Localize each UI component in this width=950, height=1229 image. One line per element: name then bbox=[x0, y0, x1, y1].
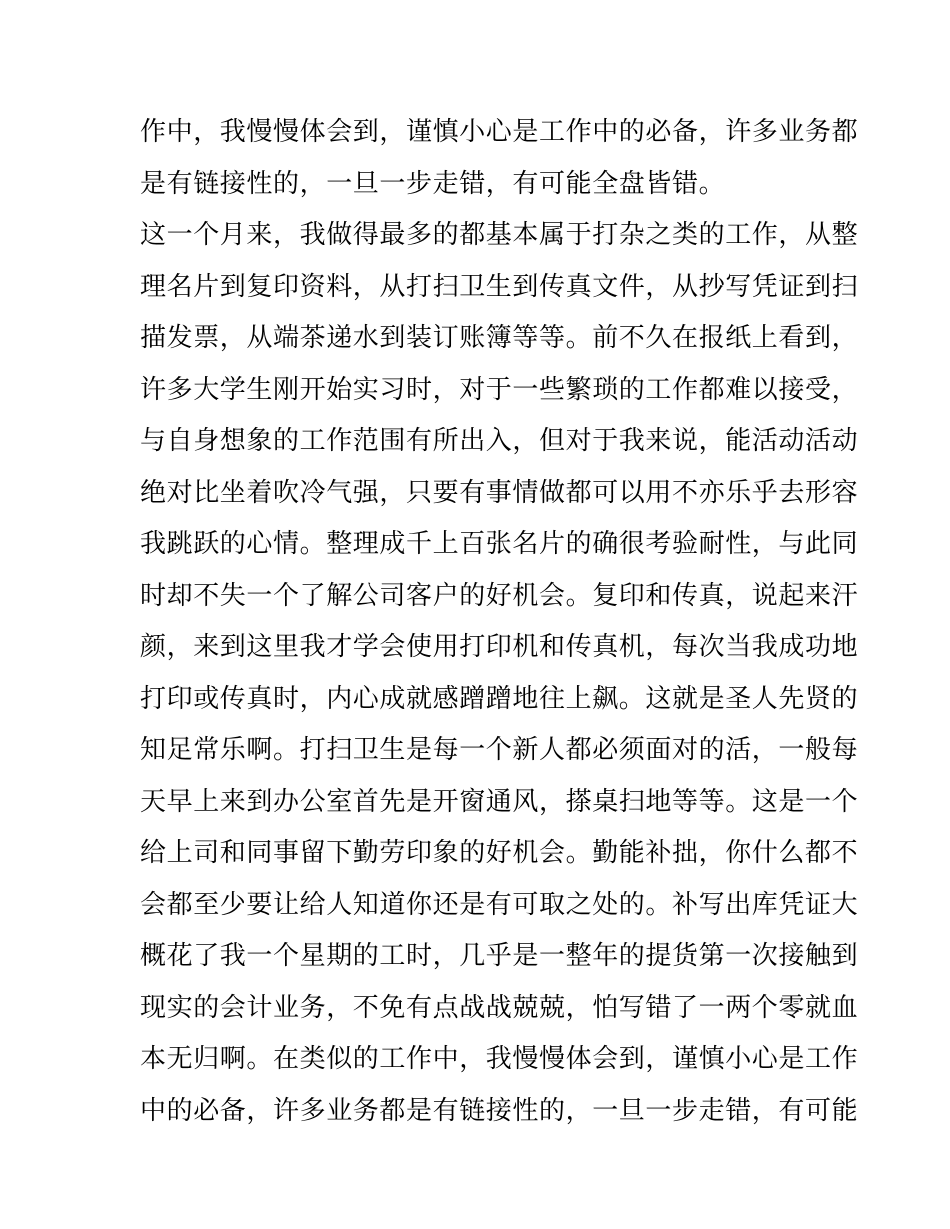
text-line: 绝对比坐着吹冷气强，只要有事情做都可以用不亦乐乎去形容 bbox=[140, 477, 859, 508]
text-line: 是有链接性的，一旦一步走错，有可能全盘皆错。 bbox=[140, 168, 726, 199]
body-text bbox=[140, 107, 859, 1137]
text-line: 理名片到复印资料，从打扫卫生到传真文件，从抄写凭证到扫 bbox=[140, 271, 859, 302]
text-line: 与自身想象的工作范围有所出入，但对于我来说，能活动活动 bbox=[140, 426, 859, 456]
text-line: 颜，来到这里我才学会使用打印机和传真机，每次当我成功地 bbox=[140, 632, 859, 662]
text-line: 会都至少要让给人知道你还是有可取之处的。补写出库凭证大 bbox=[140, 889, 859, 920]
text-line: 中的必备，许多业务都是有链接性的，一旦一步走错，有可能 bbox=[140, 1095, 859, 1126]
text-line: 我跳跃的心情。整理成千上百张名片的确很考验耐性，与此同 bbox=[140, 529, 859, 559]
text-line: 许多大学生刚开始实习时，对于一些繁琐的工作都难以接受， bbox=[140, 374, 859, 405]
text-line: 打印或传真时，内心成就感蹭蹭地往上飙。这就是圣人先贤的 bbox=[140, 683, 859, 714]
text-line: 知足常乐啊。打扫卫生是每一个新人都必须面对的活，一般每 bbox=[140, 735, 859, 765]
text-line: 天早上来到办公室首先是开窗通风，搽桌扫地等等。这是一个 bbox=[140, 786, 859, 817]
text-line: 描发票，从端茶递水到装订账簿等等。前不久在报纸上看到， bbox=[140, 323, 859, 353]
text-line: 现实的会计业务，不免有点战战兢兢，怕写错了一两个零就血 bbox=[140, 992, 859, 1023]
text-line: 作中，我慢慢体会到，谨慎小心是工作中的必备，许多业务都 bbox=[140, 117, 859, 147]
text-line: 时却不失一个了解公司客户的好机会。复印和传真，说起来汗 bbox=[140, 580, 859, 611]
text-line: 本无归啊。在类似的工作中，我慢慢体会到，谨慎小心是工作 bbox=[140, 1044, 859, 1074]
text-line: 概花了我一个星期的工时，几乎是一整年的提货第一次接触到 bbox=[140, 941, 859, 971]
text-line: 这一个月来，我做得最多的都基本属于打杂之类的工作，从整 bbox=[140, 220, 859, 250]
text-line: 给上司和同事留下勤劳印象的好机会。勤能补拙，你什么都不 bbox=[140, 838, 859, 868]
